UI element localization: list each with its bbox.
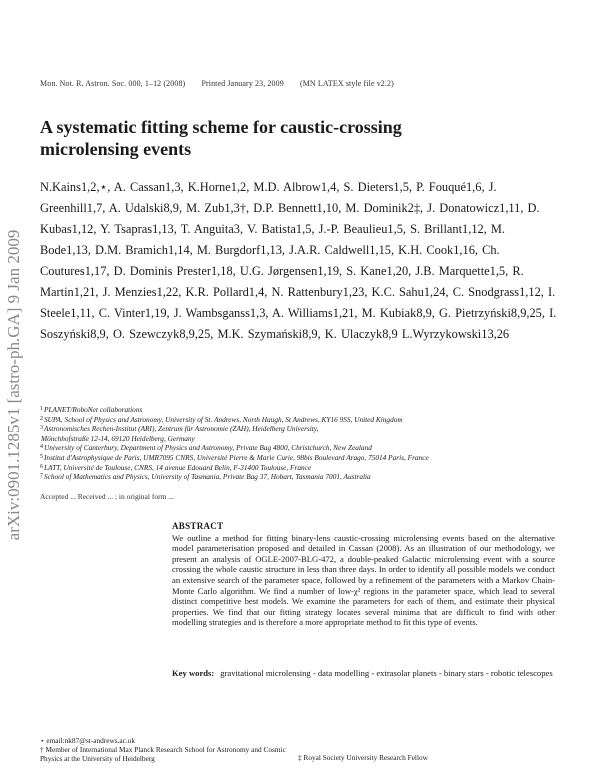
footnote-member: † Member of International Max Planck Research School for Astronomy and Cosmic Physics at the University of Heidelberg [40, 745, 286, 764]
affiliation-line: $^2$SUPA, School of Physics and Astronomy, University of St. Andrews, North Haugh, St Andrews, KY16 9SS, United Kingdom [40, 414, 403, 424]
footnote-fellow: ‡ Royal Society University Research Fellow [298, 753, 428, 762]
affiliation-line: $^1$PLANET/RoboNet collaborations [40, 405, 143, 414]
keywords-section [172, 668, 555, 679]
author-list: N.Kains1,2,⋆, A. Cassan1,3, K.Horne1,2, M.D. Albrow1,4, S. Dieters1,5, P. Fouqué1,6, J. Greenhill1,7, A. Udalski8,9, M. Zub1,3†, D.P. Bennett1,10, M. Dominik2‡, J. Donatowicz1,11, D. Kubas1,12, Y. Tsapras1,13, T. Anguita3, V. Batista1,5, J.-P. Beaulieu1,5, S. Brillant1,12, M. Bode1,13, D.M. Bramich1,14, M. Burgdorf1,13, J.A.R. Caldwell1,15, K.H. Cook1,16, Ch. Coutures1,17, D. Dominis Prester1,18, U.G. Jørgensen1,19, S. Kane1,20, J.B. Marquette1,5, R. Martin1,21, J. Menzies1,22, K.R. Pollard1,4, N. Rattenbury1,23, K.C. Sahu1,24, C. Snodgrass1,12, I. Steele1,11, C. Vinter1,19, J. Wambsganss1,3, A. Williams1,21, M. Kubiak8,9, G. Pietrzyński8,9,25, I. Soszyński8,9, O. Szewczyk8,9,25, M.K. Szymański8,9, K. Ulaczyk8,9 L.Wyrzykowski13,26 [40, 180, 557, 341]
affiliation-line: $^3$Astronomisches Rechen-Institut (ARI), Zentrum für Astronomie (ZAH), Heidelberg University, [40, 424, 319, 434]
abstract-section [172, 521, 555, 628]
keywords-text: gravitational microlensing - data modelling - extrasolar planets - binary stars - robotic telescopes [220, 668, 553, 678]
abstract-body: We outline a method for fitting binary-lens caustic-crossing microlensing events based on the alternative model parameterisation proposed and detailed in Cassan (2008). As an illustration of our methodology, we present an analysis of OGLE-2007-BLG-472, a double-peaked Galactic microlensing event with a source crossing the whole caustic structure in less than three days. In order to identify all possible models we conduct an extensive search of the parameter space, followed by a refinement of the parameters with a Markov Chain-Monte Carlo algorithm. We find a number of low-χ² regions in the parameter space, which lead to several distinct competitive best models. We examine the parameters for each of them, and estimate their physical properties. We find that our fitting strategy locates several minima that are difficult to find with other modelling strategies and is therefore a more appropriate method to fit this type of events. [172, 532, 555, 628]
keywords-label: Key words: [172, 668, 215, 678]
print-date: Printed January 23, 2009 [201, 79, 284, 88]
arxiv-identifier: arXiv:0901.1285v1 [astro-ph.GA] 9 Jan 2009 [4, 229, 23, 541]
affiliation-list [40, 405, 580, 482]
paper-title: A systematic fitting scheme for caustic-crossing microlensing events [40, 117, 402, 159]
footnote-email: ⋆ email:nk87@st-andrews.ac.uk [40, 736, 135, 745]
affiliation-line: $^6$LATT, Université de Toulouse, CNRS, 14 avenue Edouard Belin, F-31400 Toulouse, France [40, 462, 312, 472]
footnotes [40, 736, 290, 764]
style-file-note: (MN LATEX style file v2.2) [299, 79, 394, 88]
affiliation-line: Mönchhofstraße 12-14, 69120 Heidelberg, Germany [41, 433, 195, 443]
abstract-heading: ABSTRACT [172, 521, 224, 531]
arxiv-sidebar [0, 150, 28, 620]
affiliation-line: $^7$School of Mathematics and Physics, University of Tasmania, Private Bag 37, Hobart, Tasmania 7001, Australia [40, 472, 371, 482]
journal-citation: Mon. Not. R. Astron. Soc. 000, 1–12 (2008) [40, 79, 186, 88]
affiliation-line: $^4$University of Canterbury, Department of Physics and Astronomy, Private Bag 4800, Christchurch, New Zealand [40, 443, 372, 453]
received-line: Accepted ... Received ... ; in original form ... [40, 492, 174, 501]
running-header [40, 79, 408, 88]
affiliation-line: $^5$Institut d'Astrophysique de Paris, UMR7095 CNRS, Université Pierre & Marie Curie, 98bis Boulevard Arago, 75014 Paris, France [40, 452, 429, 462]
